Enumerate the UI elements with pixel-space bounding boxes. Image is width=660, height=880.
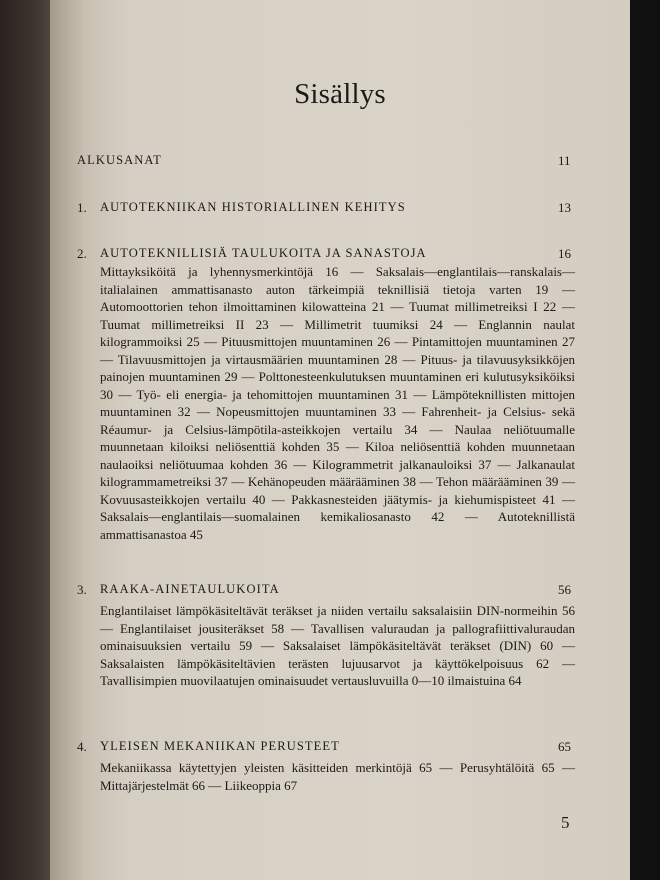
- chapter-page: 13: [558, 200, 571, 215]
- chapter-contents: Mekaniikassa käytettyjen yleisten käsitteiden merkintöjä 65 — Perusyhtälöitä 65 — Mittajärjestelmät 66 — Liikeoppia 67: [100, 760, 575, 793]
- page-number: 5: [561, 813, 570, 832]
- toc-entry-label: ALKUSANAT: [77, 153, 162, 167]
- chapter-title: RAAKA-AINETAULUKOITA: [100, 582, 280, 596]
- book-page: [50, 0, 630, 880]
- toc-entry-page: 11: [558, 153, 571, 168]
- chapter-title: YLEISEN MEKANIIKAN PERUSTEET: [100, 739, 340, 753]
- chapter-title: AUTOTEKNILLISIÄ TAULUKOITA JA SANASTOJA: [100, 246, 427, 260]
- chapter-number: 3.: [77, 582, 87, 597]
- chapter-page: 16: [558, 246, 571, 261]
- chapter-title: AUTOTEKNIIKAN HISTORIALLINEN KEHITYS: [100, 200, 406, 214]
- dark-background-edge: [630, 0, 660, 880]
- chapter-number: 1.: [77, 200, 87, 215]
- chapter-number: 4.: [77, 739, 87, 754]
- toc-entry-alkusanat: [77, 153, 162, 168]
- page-title: Sisällys: [294, 78, 386, 110]
- chapter-number: 2.: [77, 246, 87, 261]
- chapter-page: 56: [558, 582, 571, 597]
- chapter-contents: Englantilaiset lämpökäsiteltävät teräkset ja niiden vertailu saksalaisiin DIN-normeihin 56 — Englantilaiset jousiteräkset 58 — Tavallisen valuraudan ja pallografiittivaluraudan ominaisuuksien vertailu 59 — Saksalaiset lämpökäsiteltävät teräkset (DIN) 60 — Saksalaisten lämpökäsiteltävien terästen lujuusarvot ja käyttökelpoisuus 62 — Tavallisimpien muovilaatujen ominaisuudet vertausluvuilla 0—10 ilmaistuina 64: [100, 603, 575, 688]
- chapter-page: 65: [558, 739, 571, 754]
- chapter-contents: Mittayksiköitä ja lyhennysmerkintöjä 16 — Saksalais—englantilais—ranskalais—italialainen ammattisanasto auton tärkeimpiä teknillisiä tietoja varten 19 — Automoottorien tehon ilmoittaminen kilowatteina 21 — Tuumat millimetreiksi I 22 — Tuumat millimetreiksi II 23 — Millimetrit tuumiksi 24 — Englannin naulat kilogrammoiksi 25 — Pituusmittojen muuntaminen 26 — Pintamittojen muuntaminen 27 — Tilavuusmittojen ja virtausmäärien muuntaminen 28 — Pituus- ja tilavuusyksikköjen painojen muuntaminen 29 — Polttonesteenkulutuksen muuntaminen eri kulutusyksiköiksi 30 — Työ- eli energia- ja tehomittojen muuntaminen 31 — Lämpöteknillisten mittojen muuntaminen 32 — Nopeusmittojen muuntaminen 33 — Fahrenheit- ja Celsius- sekä Réaumur- ja Celsius-lämpötila-asteikkojen vertailu 34 — Naulaa neliötuumalle muunnetaan kiloiksi neliösenttiä kohden 35 — Kiloa neliösenttiä kohden muunnetaan naulaoiksi neliötuumaa kohden 36 — Kilogrammetrit jalkanauloiksi 37 — Jalkanaulat kilogrammametreiksi 37 — Kehänopeuden määrääminen 38 — Tehon määrääminen 39 — Kovuusasteikkojen vertailu 40 — Pakkasnesteiden jäätymis- ja kiehumispisteet 41 — Saksalais—englantilais—suomalainen kemikaliosanasto 42 — Autoteknillistä ammattisanastoa 45: [100, 264, 575, 542]
